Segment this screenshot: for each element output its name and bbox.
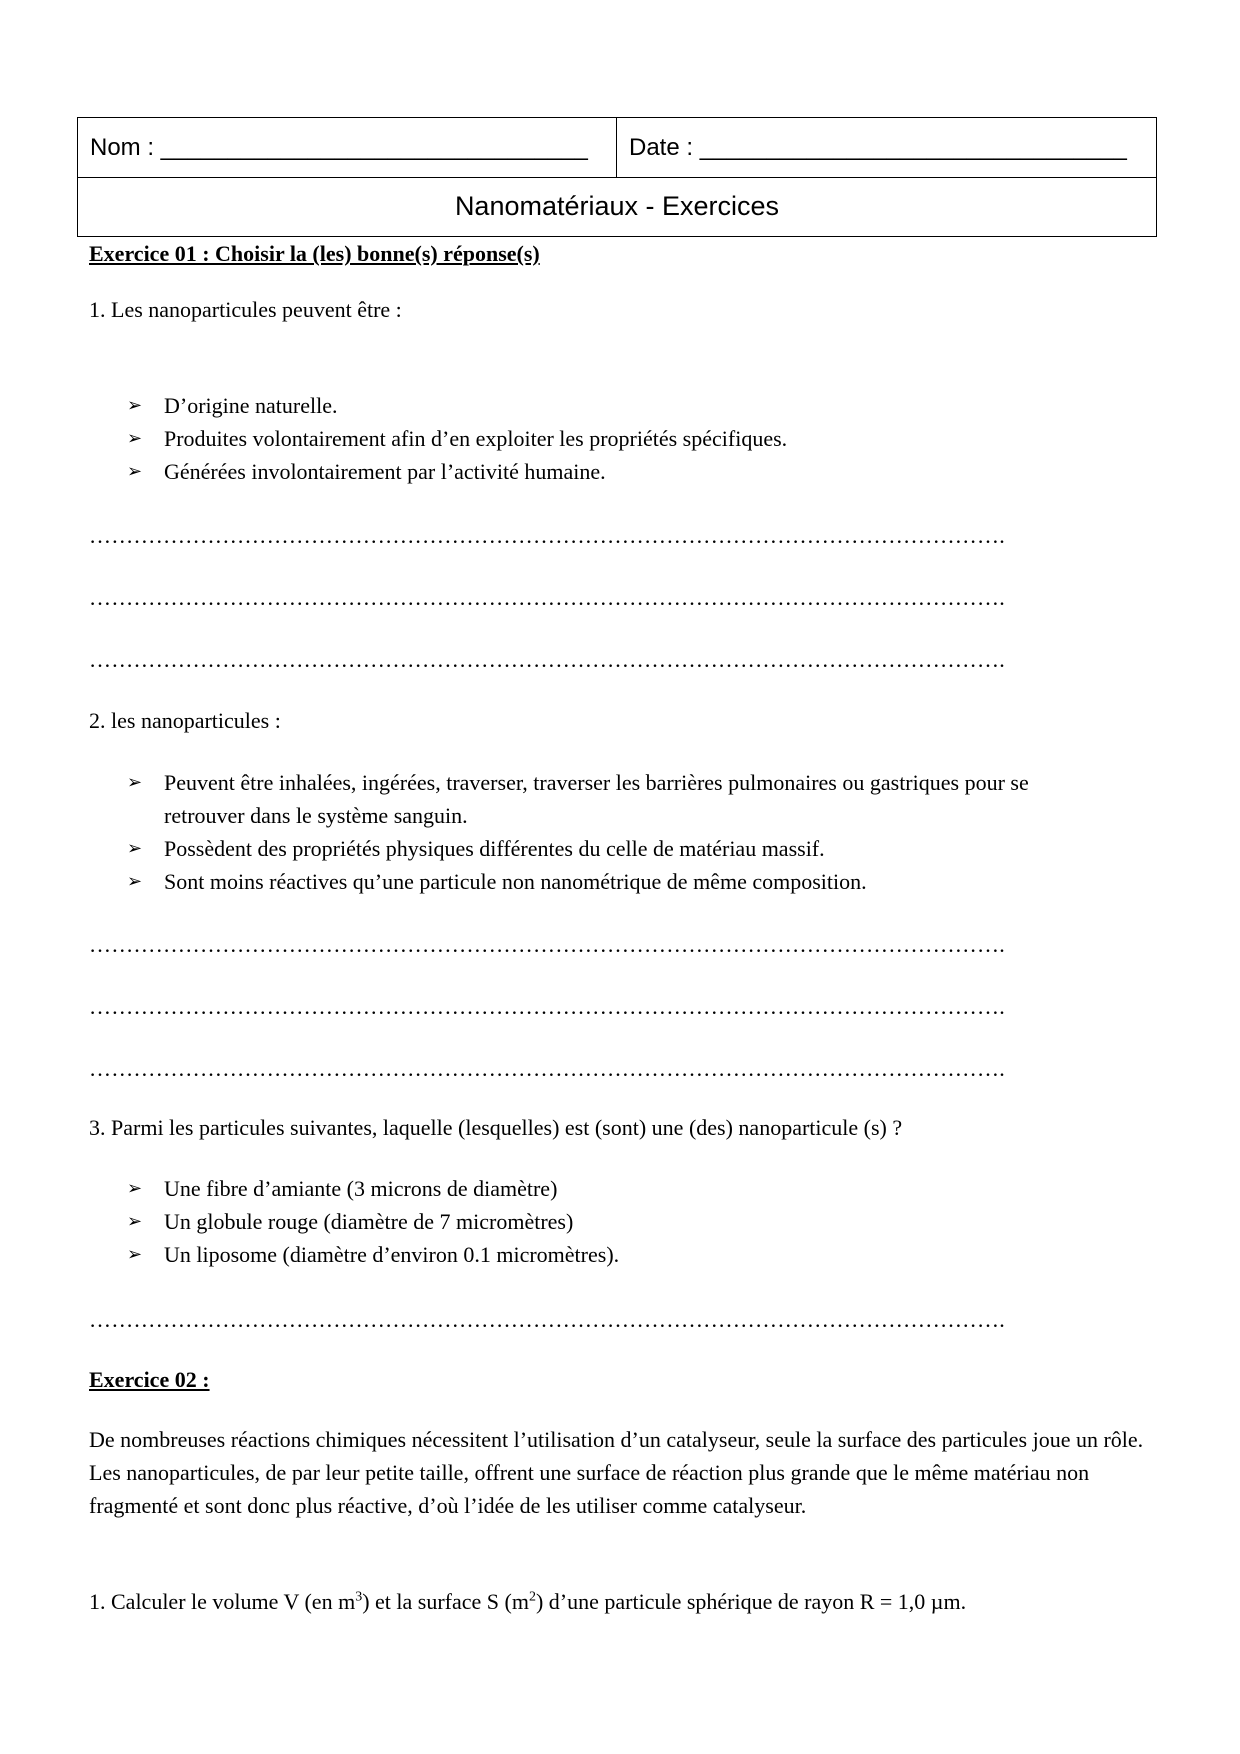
- header-row: [78, 118, 1156, 178]
- exercise2-heading: Exercice 02 :: [89, 1367, 210, 1392]
- q2-options: [127, 766, 1029, 898]
- exercise2-q1: 1. Calculer le volume V (en $m^3$) et la surface S $(m^2)$ d’une particule sphérique de rayon R = 1,0 µm.: [89, 1589, 967, 1614]
- q3-option: ➢ Une fibre d’amiante (3 microns de diamètre): [127, 1172, 619, 1205]
- q2-option: ➢ Peuvent être inhalées, ingérées, traverser, traverser les barrières pulmonaires ou gastriques pour se: [127, 766, 1029, 799]
- name-cell[interactable]: [78, 118, 617, 177]
- q2-option: ➢ Possèdent des propriétés physiques différentes du celle de matériau massif.: [127, 832, 1029, 865]
- arrow-bullet-icon: ➢: [127, 772, 143, 793]
- q1-question: 1. Les nanoparticules peuvent être :: [89, 297, 402, 322]
- q3-option: ➢ Un liposome (diamètre d’environ 0.1 micromètres).: [127, 1238, 619, 1271]
- q1-option: ➢ D’origine naturelle.: [127, 389, 787, 422]
- answer-line[interactable]: …………………………………………………………………………………………………………….: [89, 585, 1005, 610]
- q1-option: ➢ Produites volontairement afin d’en exploiter les propriétés spécifiques.: [127, 422, 787, 455]
- date-cell[interactable]: [617, 118, 1156, 177]
- answer-line[interactable]: …………………………………………………………………………………………………………….: [89, 647, 1005, 672]
- header-table: [77, 117, 1157, 237]
- answer-line[interactable]: …………………………………………………………………………………………………………….: [89, 1056, 1005, 1081]
- answer-line[interactable]: …………………………………………………………………………………………………………….: [89, 523, 1005, 548]
- answer-line[interactable]: …………………………………………………………………………………………………………….: [89, 994, 1005, 1019]
- date-field[interactable]: Date : ________________________________: [629, 134, 1127, 161]
- q2-option: ➢ Sont moins réactives qu’une particule non nanométrique de même composition.: [127, 865, 1029, 898]
- q2-question: 2. les nanoparticules :: [89, 708, 281, 733]
- q1-option: ➢ Générées involontairement par l’activité humaine.: [127, 455, 787, 488]
- q3-question: 3. Parmi les particules suivantes, laquelle (lesquelles) est (sont) une (des) nanoparticule (s) ?: [89, 1115, 903, 1140]
- arrow-bullet-icon: ➢: [127, 838, 143, 859]
- answer-line[interactable]: …………………………………………………………………………………………………………….: [89, 1307, 1005, 1332]
- arrow-bullet-icon: ➢: [127, 1178, 143, 1199]
- arrow-bullet-icon: ➢: [127, 871, 143, 892]
- name-field[interactable]: Nom : ________________________________: [90, 134, 588, 161]
- exercise1-heading: Exercice 01 : Choisir la (les) bonne(s) réponse(s): [89, 241, 540, 266]
- q1-options: [127, 389, 787, 488]
- exercise2-paragraph: De nombreuses réactions chimiques nécessitent l’utilisation d’un catalyseur, seule la surface des particules joue un rôle. Les nanoparticules, de par leur petite taille, offrent une surface de réaction plus grande que le même matériau non fragmenté et sont donc plus réactive, d’où l’idée de les utiliser comme catalyseur.: [89, 1427, 1144, 1518]
- q3-option: ➢ Un globule rouge (diamètre de 7 micromètres): [127, 1205, 619, 1238]
- arrow-bullet-icon: ➢: [127, 395, 143, 416]
- answer-line[interactable]: …………………………………………………………………………………………………………….: [89, 932, 1005, 957]
- q2-option-continuation: retrouver dans le système sanguin.: [164, 803, 468, 828]
- arrow-bullet-icon: ➢: [127, 461, 143, 482]
- page-title: Nanomatériaux - Exercices: [454, 191, 780, 221]
- arrow-bullet-icon: ➢: [127, 1211, 143, 1232]
- title-row: [78, 178, 1156, 236]
- arrow-bullet-icon: ➢: [127, 428, 143, 449]
- arrow-bullet-icon: ➢: [127, 1244, 143, 1265]
- q3-options: [127, 1172, 619, 1271]
